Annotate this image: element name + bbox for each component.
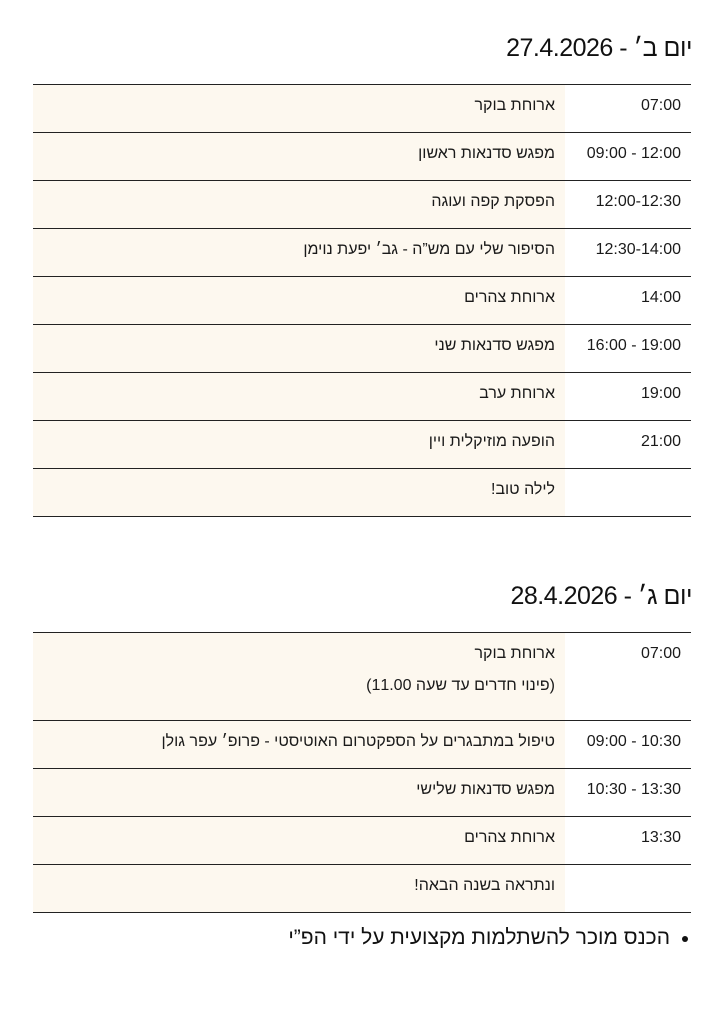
activity-cell: מפגש סדנאות שלישי [33,769,565,817]
activity-cell: לילה טוב! [33,469,565,517]
activity-cell: הופעה מוזיקלית ויין [33,421,565,469]
activity-cell: הפסקת קפה ועוגה [33,181,565,229]
table-row [33,277,691,325]
time-cell [565,865,691,913]
bullet-icon [682,936,688,942]
time-cell: 07:00 [565,85,691,133]
time-cell: 12:00-12:30 [565,181,691,229]
time-cell: 10:30 - 13:30 [565,769,691,817]
day2-schedule-table [33,632,691,913]
table-row [33,817,691,865]
activity-text: ארוחת בוקר [474,645,555,662]
table-row [33,865,691,913]
activity-cell: הסיפור שלי עם מש”ה - גב׳ יפעת נוימן [33,229,565,277]
time-cell: 16:00 - 19:00 [565,325,691,373]
time-cell: 12:30-14:00 [565,229,691,277]
time-cell: 09:00 - 12:00 [565,133,691,181]
activity-cell: ארוחת צהרים [33,817,565,865]
activity-cell: מפגש סדנאות שני [33,325,565,373]
activity-cell: ארוחת ערב [33,373,565,421]
time-cell: 13:30 [565,817,691,865]
table-row [33,133,691,181]
activity-cell: טיפול במתבגרים על הספקטרום האוטיסטי - פרופ׳ עפר גולן [33,721,565,769]
day1-schedule-table [33,84,691,517]
time-cell: 21:00 [565,421,691,469]
table-row [33,325,691,373]
footer-note: הכנס מוכר להשתלמות מקצועית על ידי הפ”י [288,926,670,949]
time-cell: 19:00 [565,373,691,421]
table-row [33,721,691,769]
activity-note: (פינוי חדרים עד שעה 11.00) [366,677,555,694]
time-cell: 14:00 [565,277,691,325]
table-row [33,469,691,517]
table-row [33,373,691,421]
time-cell: 09:00 - 10:30 [565,721,691,769]
day2-title: יום ג׳ - 28.4.2026 [510,582,692,610]
activity-cell: מפגש סדנאות ראשון [33,133,565,181]
day1-title: יום ב׳ - 27.4.2026 [506,34,692,62]
time-cell: 07:00 [565,633,691,721]
table-row [33,229,691,277]
table-row [33,85,691,133]
table-row [33,769,691,817]
table-row [33,421,691,469]
time-cell [565,469,691,517]
activity-cell [33,633,565,721]
activity-cell: ונתראה בשנה הבאה! [33,865,565,913]
activity-cell: ארוחת צהרים [33,277,565,325]
activity-cell: ארוחת בוקר [33,85,565,133]
table-row [33,633,691,721]
table-row [33,181,691,229]
